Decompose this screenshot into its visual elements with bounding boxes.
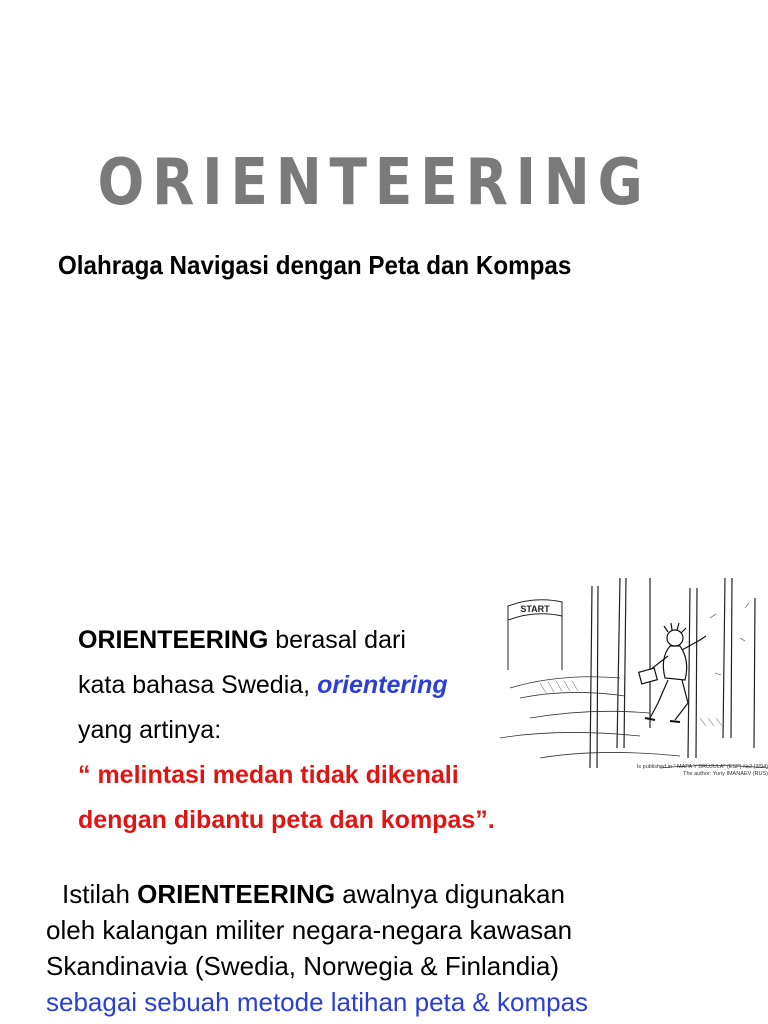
definition-quote-line-1: “ melintasi medan tidak dikenali: [78, 761, 459, 789]
history-paragraph: [46, 876, 756, 1020]
history-line-1-b: awalnya digunakan: [335, 879, 565, 909]
start-banner: [508, 600, 562, 670]
definition-line-3: yang artinya:: [78, 716, 222, 744]
credit-line-2: The author: Yuriy IMANAEV (RUS): [683, 771, 768, 777]
swedish-word: orientering: [317, 671, 448, 699]
history-line-2: oleh kalangan militer negara-negara kawasan: [46, 915, 573, 945]
history-line-1-a: Istilah: [62, 879, 138, 909]
history-line-1: [46, 876, 756, 912]
page-title: ORIENTEERING: [97, 146, 651, 220]
history-line-4: sebagai sebuah metode latihan peta & kompas: [46, 987, 589, 1017]
illustration-credit: [580, 764, 768, 778]
definition-line-1-rest: berasal dari: [268, 626, 406, 654]
history-term-bold: ORIENTEERING: [137, 879, 336, 909]
term-bold: ORIENTEERING: [78, 626, 269, 654]
orienteering-cartoon-illustration: [500, 578, 768, 778]
page-subtitle: Olahraga Navigasi dengan Peta dan Kompas: [58, 250, 572, 280]
credit-line-1: Is published in " MAPA Y BRÚJULA" (ESP) №2 (3/94): [636, 764, 768, 770]
definition-quote-line-2: dengan dibantu peta dan kompas”.: [78, 806, 495, 834]
definition-line-2: [78, 663, 538, 708]
definition-paragraph: [78, 618, 538, 843]
definition-line-2-text: kata bahasa Swedia,: [78, 671, 318, 699]
history-line-3: Skandinavia (Swedia, Norwegia & Finlandia): [46, 951, 560, 981]
definition-line-1: [78, 618, 538, 663]
start-banner-text: START: [520, 604, 550, 614]
